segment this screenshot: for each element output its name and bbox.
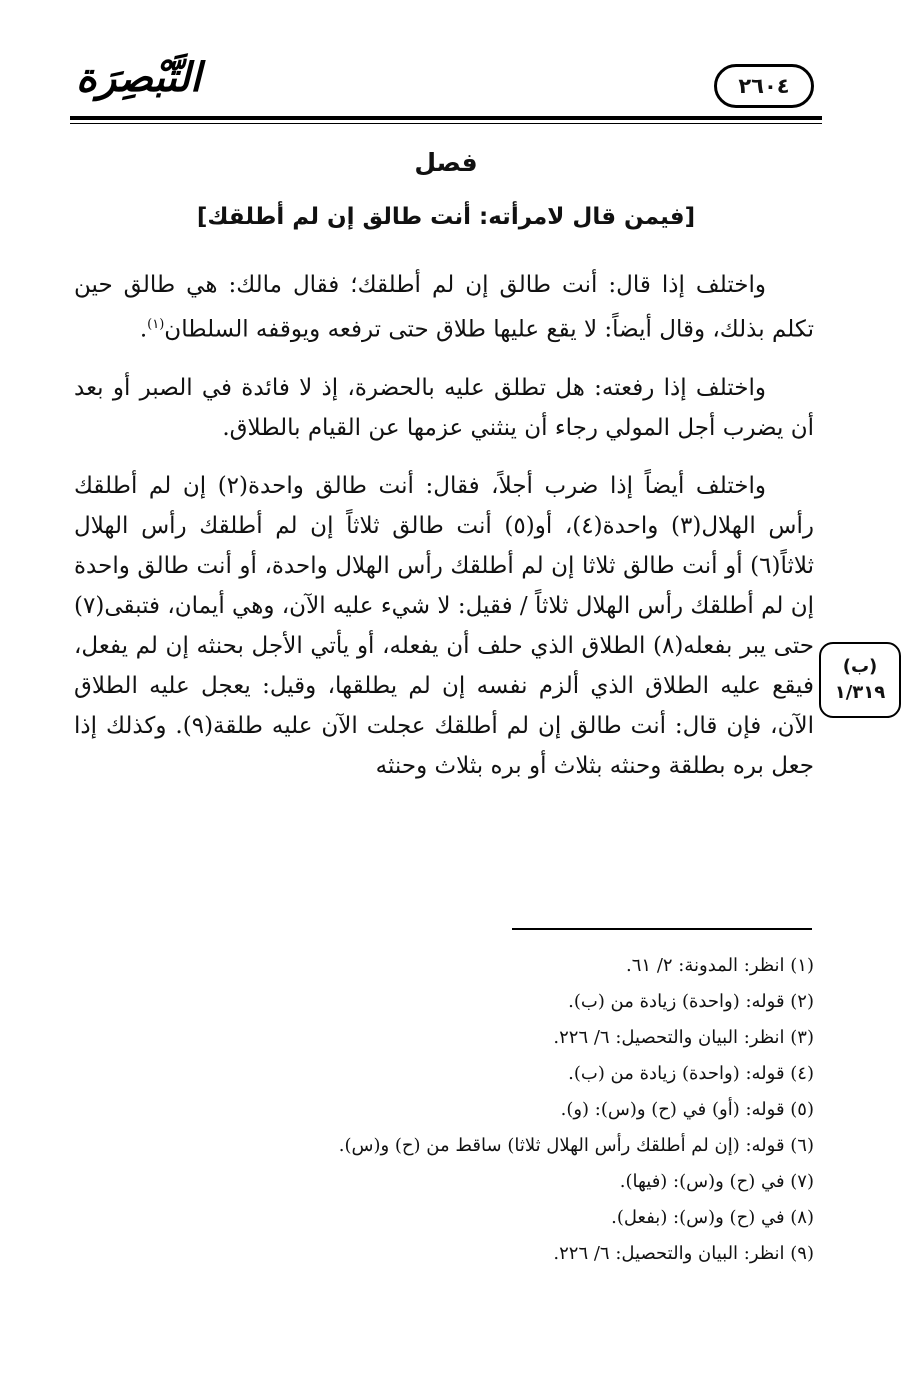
section-subheading: [فيمن قال لامرأته: أنت طالق إن لم أطلقك] [196,204,696,230]
footnote: (٣) انظر: البيان والتحصيل: ٦/ ٢٢٦. [553,1027,814,1048]
page-number: ٢٦٠٤ [714,64,814,108]
paragraph-text: واختلف أيضاً إذا ضرب أجلاً، فقال: أنت طالق واحدة(٢) إن لم أطلقك رأس الهلال(٣) واحدة(٤)، أو(٥) أنت طالق ثلاثاً إن لم أطلقك رأس الهلال ثلاثاً(٦) أو أنت طالق ثلاثا إن لم أطلقك رأس الهلال واحدة، أو أنت طالق واحدة إن لم أطلقك رأس الهلال ثلاثاً / فقيل: لا شيء عليه الآن، وهي أيمان، فتبقى(٧) حتى يبر بفعله(٨) الطلاق الذي حلف أن يفعله، أو يأتي الأجل بحنثه إن لم يفعل، فيقع عليه الطلاق الذي ألزم نفسه إن لم يطلقها، وقيل: يعجل عليه الطلاق الآن، فإن قال: أنت طالق إن لم أطلقك عجلت الآن عليه طلقة(٩). وكذلك إذا جعل بره بطلقة وحنثه بثلاث أو بره بثلاث وحنثه [74,472,814,779]
footnote: (٩) انظر: البيان والتحصيل: ٦/ ٢٢٦. [553,1243,814,1264]
paragraph-text: واختلف إذا قال: أنت طالق إن لم أطلقك؛ فقال مالك: هي طالق حين تكلم بذلك، وقال أيضاً: لا يقع عليها طلاق حتى ترفعه ويوقفه السلطان [74,272,814,343]
manuscript-margin-note [819,642,901,718]
footnote-separator [512,928,812,930]
paragraph-text: واختلف إذا رفعته: هل تطلق عليه بالحضرة، إذ لا فائدة في الصبر أو بعد أن يضرب أجل المولي رجاء أن ينثني عزمها عن القيام بالطلاق. [74,374,814,441]
paragraph-1 [74,265,814,350]
paragraph-2 [74,368,814,448]
footnote: (٨) في (ح) و(س): (بفعل). [611,1207,814,1228]
book-title: التَّبْصِرَة [76,54,202,101]
page-header [70,52,822,122]
footnote: (٥) قوله: (أو) في (ح) و(س): (و). [560,1099,814,1120]
footnotes [74,948,814,1272]
header-rule-thin [70,123,822,124]
header-rule [70,116,822,120]
paragraph-tail: . [139,316,148,343]
margin-note-line-1: (ب) [842,656,878,677]
footnote-ref: (١) [147,317,165,332]
footnote: (٤) قوله: (واحدة) زيادة من (ب). [568,1063,814,1084]
section-heading: فصل [414,148,478,177]
footnote: (٦) قوله: (إن لم أطلقك رأس الهلال ثلاثا) ساقط من (ح) و(س). [338,1135,814,1156]
footnote: (١) انظر: المدونة: ٢/ ٦١. [626,955,814,976]
body-text [74,265,814,804]
paragraph-3 [74,466,814,786]
footnote: (٧) في (ح) و(س): (فيها). [619,1171,814,1192]
footnote: (٢) قوله: (واحدة) زيادة من (ب). [568,991,814,1012]
margin-note-line-2: ١/٣١٩ [834,682,886,703]
